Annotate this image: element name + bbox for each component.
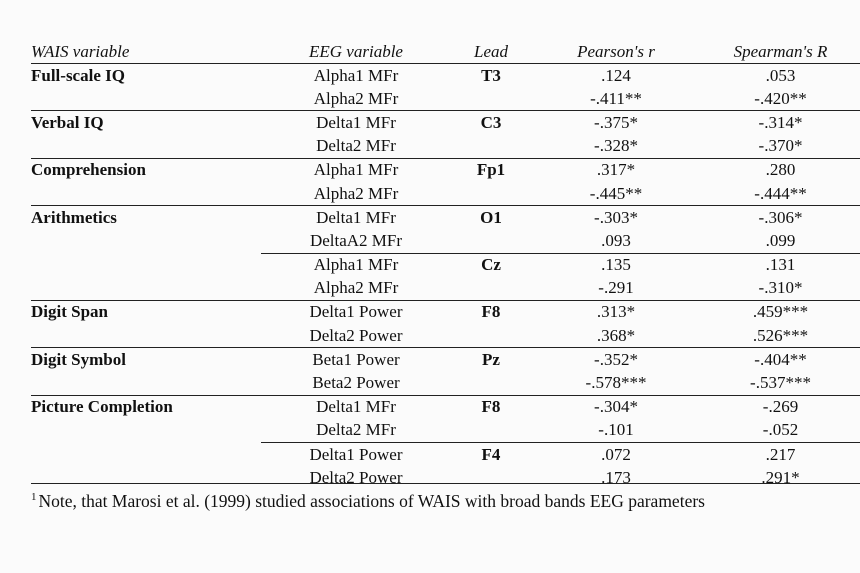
- table-row: [31, 419, 860, 443]
- cell-pearson-r: -.375*: [531, 111, 701, 135]
- cell-lead: F8: [451, 300, 531, 324]
- cell-spearman-r: -.370*: [758, 136, 803, 156]
- cell-pearson-r: -.303*: [531, 206, 701, 230]
- cell-pearson-r: .368*: [596, 325, 636, 345]
- table-row: [31, 158, 860, 182]
- cell-spearman-r: .459***: [701, 300, 860, 324]
- cell-eeg-variable: Delta2 MFr: [316, 136, 396, 156]
- table-row: [31, 253, 860, 277]
- table-row: [31, 64, 860, 88]
- cell-wais-variable: Comprehension: [31, 158, 261, 182]
- cell-eeg-variable: Beta1 Power: [261, 348, 451, 372]
- cell-wais-variable: [31, 277, 261, 301]
- cell-eeg-variable: Alpha1 MFr: [261, 253, 451, 277]
- cell-wais-variable: [31, 419, 261, 443]
- cell-lead: [451, 229, 531, 253]
- header-eeg-variable: EEG variable: [261, 40, 451, 64]
- table-row: [31, 300, 860, 324]
- cell-lead: [451, 324, 531, 348]
- table-row: [31, 111, 860, 135]
- table-row: [31, 443, 860, 467]
- cell-spearman-r: .217: [701, 443, 860, 467]
- header-lead: Lead: [451, 40, 531, 64]
- cell-eeg-variable: Delta2 MFr: [316, 420, 396, 440]
- cell-pearson-r: .313*: [531, 300, 701, 324]
- cell-wais-variable: [31, 182, 261, 206]
- table-row: [31, 395, 860, 419]
- cell-spearman-r: -.269: [701, 395, 860, 419]
- cell-spearman-r: .099: [765, 230, 796, 250]
- cell-pearson-r: .135: [531, 253, 701, 277]
- cell-wais-variable: Arithmetics: [31, 206, 261, 230]
- cell-spearman-r: -.420**: [754, 88, 807, 108]
- cell-pearson-r: -.411**: [590, 88, 642, 108]
- cell-pearson-r: .317*: [531, 158, 701, 182]
- cell-eeg-variable: Delta1 Power: [261, 443, 451, 467]
- cell-wais-variable: [31, 229, 261, 253]
- cell-wais-variable: Picture Completion: [31, 395, 261, 419]
- cell-pearson-r: -.578***: [585, 373, 647, 393]
- cell-spearman-r: .526***: [752, 325, 809, 345]
- cell-lead: [451, 87, 531, 111]
- cell-eeg-variable: Delta1 MFr: [261, 111, 451, 135]
- cell-pearson-r: -.445**: [589, 183, 643, 203]
- table-row: [31, 229, 860, 253]
- cell-wais-variable: [31, 324, 261, 348]
- table-header-row: [31, 40, 860, 64]
- table-row: [31, 348, 860, 372]
- cell-lead: F4: [451, 443, 531, 467]
- cell-pearson-r: -.101: [598, 420, 634, 440]
- table-body: [31, 64, 860, 490]
- cell-lead: Cz: [451, 253, 531, 277]
- cell-pearson-r: .072: [531, 443, 701, 467]
- cell-wais-variable: [31, 253, 261, 277]
- results-table: [31, 40, 860, 489]
- cell-pearson-r: .093: [601, 230, 631, 250]
- cell-pearson-r: .124: [531, 64, 701, 88]
- cell-eeg-variable: Alpha2 MFr: [313, 183, 399, 203]
- cell-eeg-variable: Delta2 Power: [309, 325, 403, 345]
- cell-pearson-r: -.328*: [594, 136, 638, 156]
- table-row: [31, 277, 860, 301]
- footnote: [31, 483, 860, 512]
- table-row: [31, 371, 860, 395]
- cell-spearman-r: -.404**: [701, 348, 860, 372]
- cell-lead: Pz: [451, 348, 531, 372]
- header-spearman-r: Spearman's R: [701, 40, 860, 64]
- cell-lead: T3: [451, 64, 531, 88]
- cell-spearman-r: -.052: [762, 420, 799, 440]
- footnote-text: Note, that Marosi et al. (1999) studied associations of WAIS with broad bands EEG parameters: [38, 491, 705, 511]
- cell-eeg-variable: Alpha1 MFr: [261, 158, 451, 182]
- cell-lead: F8: [451, 395, 531, 419]
- cell-pearson-r: -.291: [598, 278, 634, 298]
- table-row: [31, 182, 860, 206]
- cell-spearman-r: .053: [701, 64, 860, 88]
- cell-wais-variable: [31, 135, 261, 159]
- table-row: [31, 206, 860, 230]
- cell-wais-variable: Digit Span: [31, 300, 261, 324]
- cell-lead: [451, 419, 531, 443]
- cell-lead: [451, 277, 531, 301]
- cell-lead: O1: [451, 206, 531, 230]
- cell-lead: [451, 371, 531, 395]
- cell-eeg-variable: DeltaA2 MFr: [309, 230, 403, 250]
- cell-spearman-r: -.537***: [750, 373, 811, 393]
- cell-eeg-variable: Delta1 MFr: [261, 206, 451, 230]
- cell-eeg-variable: Delta1 Power: [261, 300, 451, 324]
- cell-wais-variable: Digit Symbol: [31, 348, 261, 372]
- cell-spearman-r: .280: [701, 158, 860, 182]
- table-row: [31, 324, 860, 348]
- cell-lead: [451, 182, 531, 206]
- cell-eeg-variable: Delta2 Power: [309, 467, 403, 487]
- cell-pearson-r: .173: [601, 467, 631, 487]
- cell-spearman-r: -.310*: [758, 278, 803, 298]
- cell-wais-variable: [31, 443, 261, 467]
- cell-spearman-r: .291*: [761, 467, 800, 487]
- cell-eeg-variable: Alpha1 MFr: [261, 64, 451, 88]
- cell-lead: [451, 135, 531, 159]
- cell-spearman-r: .131: [701, 253, 860, 277]
- cell-spearman-r: -.306*: [701, 206, 860, 230]
- header-pearson-r: Pearson's r: [531, 40, 701, 64]
- cell-pearson-r: -.352*: [531, 348, 701, 372]
- cell-pearson-r: -.304*: [531, 395, 701, 419]
- cell-eeg-variable: Alpha2 MFr: [313, 278, 399, 298]
- cell-eeg-variable: Delta1 MFr: [261, 395, 451, 419]
- cell-wais-variable: Verbal IQ: [31, 111, 261, 135]
- cell-eeg-variable: Alpha2 MFr: [313, 88, 399, 108]
- footnote-marker: 1: [31, 491, 37, 503]
- header-wais-variable: WAIS variable: [31, 40, 261, 64]
- cell-spearman-r: -.314*: [701, 111, 860, 135]
- cell-wais-variable: [31, 87, 261, 111]
- cell-lead: C3: [451, 111, 531, 135]
- table-row: [31, 87, 860, 111]
- cell-spearman-r: -.444**: [754, 183, 807, 203]
- table-row: [31, 135, 860, 159]
- cell-wais-variable: Full-scale IQ: [31, 64, 261, 88]
- cell-lead: Fp1: [451, 158, 531, 182]
- cell-eeg-variable: Beta2 Power: [312, 373, 400, 393]
- cell-wais-variable: [31, 371, 261, 395]
